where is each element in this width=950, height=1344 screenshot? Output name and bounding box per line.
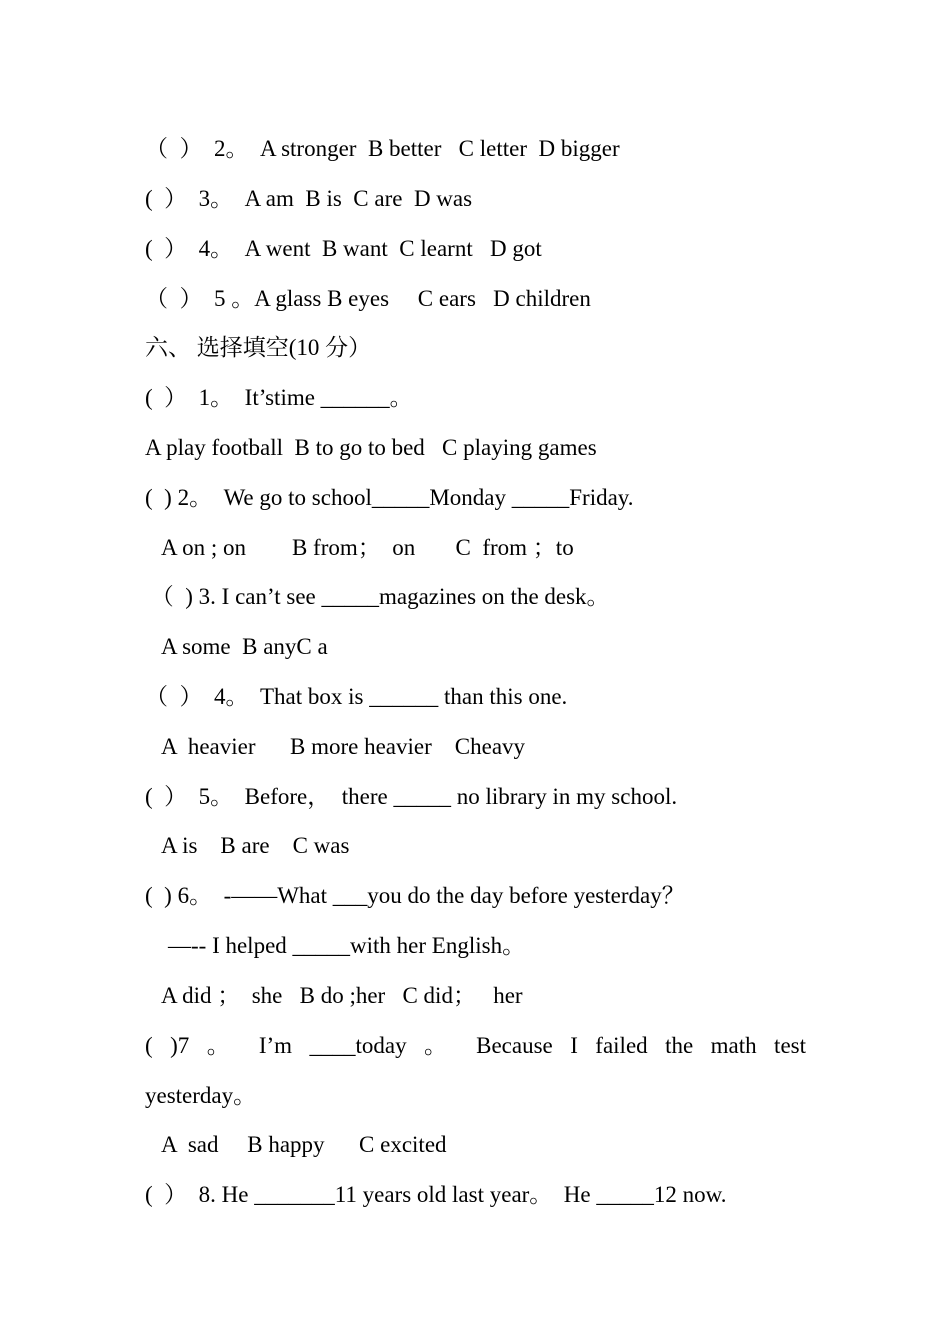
question-6-6: ( ) 6。 -——What ___you do the day before yesterday？	[145, 883, 685, 908]
question-6-5-options: A is B are C was	[145, 833, 350, 858]
question-6-2: ( ) 2。 We go to school_____Monday _____Friday.	[145, 485, 634, 510]
question-6-6-answer: —-- I helped _____with her English。	[145, 933, 526, 958]
question-6-5: ( ） 5。 Before， there _____ no library in my school.	[145, 784, 678, 809]
question-6-1: ( ） 1。 It’stime ______。	[145, 385, 413, 410]
question-6-4: （ ） 4。 That box is ______ than this one.	[145, 684, 568, 709]
section-6-heading: 六、 选择填空(10 分）	[145, 335, 372, 360]
question-6-7: ( )7 。 I’m ____today 。 Because I failed the math test	[145, 1033, 806, 1058]
question-5-4-options: ( ） 4。 A went B want C learnt D got	[145, 236, 542, 261]
question-6-1-options: A play football B to go to bed C playing games	[145, 435, 597, 460]
question-6-8: ( ） 8. He _______11 years old last year。 He _____12 now.	[145, 1182, 727, 1207]
question-5-5-options: （ ） 5 。A glass B eyes C ears D children	[145, 286, 591, 311]
question-5-2-options: （ ） 2。 A stronger B better C letter D bigger	[145, 136, 620, 161]
question-6-3-options: A some B anyC a	[145, 634, 328, 659]
question-6-7-continued: yesterday。	[145, 1083, 257, 1108]
question-6-4-options: A heavier B more heavier Cheavy	[145, 734, 526, 759]
question-6-3: （ ) 3. I can’t see _____magazines on the desk。	[145, 584, 610, 609]
question-6-7-options: A sad B happy C excited	[145, 1132, 447, 1157]
question-6-2-options: A on ; on B from； on C from ；to	[145, 535, 574, 560]
question-5-3-options: ( ） 3。 A am B is C are D was	[145, 186, 473, 211]
question-6-6-options: A did ； she B do ;her C did； her	[145, 983, 523, 1008]
